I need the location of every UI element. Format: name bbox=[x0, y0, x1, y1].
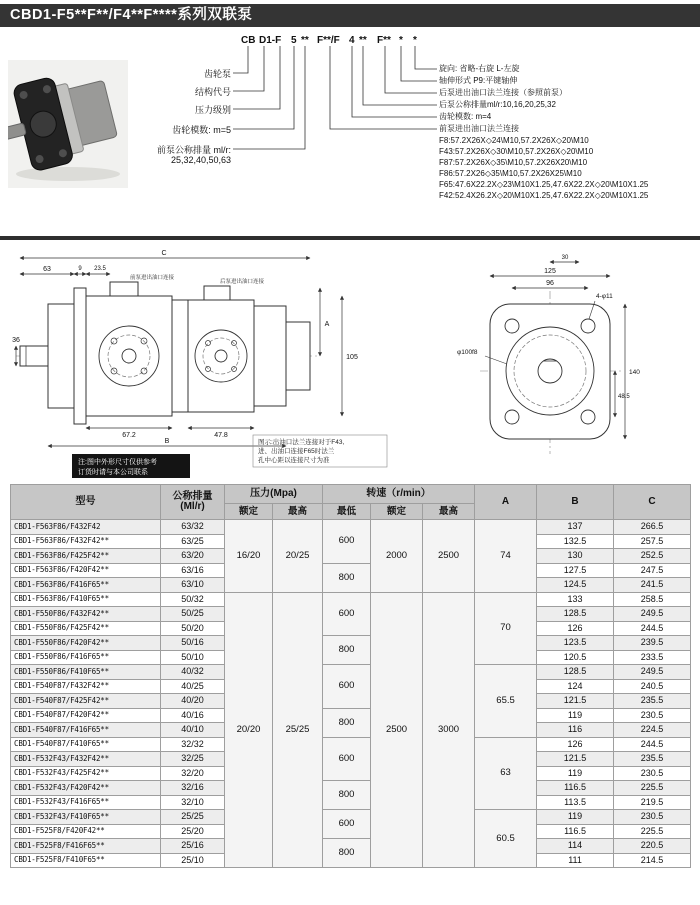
speed-max-cell: 2500 bbox=[423, 520, 475, 593]
model-cell: CBD1-F532F43/F420F42** bbox=[11, 781, 161, 796]
dim-label-125: 125 bbox=[544, 268, 556, 275]
speed-min-cell: 600 bbox=[323, 665, 371, 709]
speed-rated-cell: 2000 bbox=[371, 520, 423, 593]
rear-port-note: 后泵进出油口连接 bbox=[219, 279, 265, 285]
dim-c-cell: 214.5 bbox=[614, 853, 691, 868]
code-seg-flange: F** bbox=[377, 35, 391, 46]
dim-c-cell: 249.5 bbox=[614, 607, 691, 622]
warning-note-line1: 注:图中外形尺寸仅供参考 bbox=[78, 459, 157, 466]
dim-c-cell: 233.5 bbox=[614, 650, 691, 665]
photo-shadow bbox=[16, 167, 120, 181]
table-row bbox=[11, 708, 691, 723]
drawing-rear-port bbox=[204, 286, 230, 300]
dim-b-cell: 132.5 bbox=[537, 534, 614, 549]
dim-b-cell: 114 bbox=[537, 839, 614, 854]
col-header-a: A bbox=[475, 485, 537, 520]
col-header-displacement bbox=[161, 485, 225, 520]
displacement-cell: 25/10 bbox=[161, 853, 225, 868]
label-structure-code: 结构代号 bbox=[194, 87, 231, 97]
displacement-cell: 40/20 bbox=[161, 694, 225, 709]
drawing-rear-body bbox=[188, 300, 254, 412]
dim-b-cell: 113.5 bbox=[537, 795, 614, 810]
drawing-shaft bbox=[20, 346, 48, 366]
section-divider bbox=[0, 236, 700, 240]
speed-min-cell: 600 bbox=[323, 737, 371, 781]
dim-b-cell: 133 bbox=[537, 592, 614, 607]
model-code-diagram bbox=[145, 29, 697, 233]
dim-label-140: 140 bbox=[629, 369, 640, 376]
label-front-displacement-values: 25,32,40,50,63 bbox=[170, 155, 231, 165]
dim-a-cell: 74 bbox=[475, 520, 537, 593]
label-pressure-grade: 压力级别 bbox=[194, 105, 231, 115]
displacement-cell: 50/32 bbox=[161, 592, 225, 607]
col-header-speed-rated: 额定 bbox=[371, 504, 423, 520]
displacement-cell: 32/10 bbox=[161, 795, 225, 810]
code-seg-4: 4 bbox=[349, 35, 355, 46]
code-seg-shaft: * bbox=[399, 35, 403, 46]
speed-min-cell: 600 bbox=[323, 520, 371, 564]
model-cell: CBD1-F540F87/F432F42** bbox=[11, 679, 161, 694]
flange-spec-f8: F8:57.2X26X◇24\M10,57.2X26X◇20\M10 bbox=[439, 136, 589, 145]
dim-c-cell: 247.5 bbox=[614, 563, 691, 578]
code-seg-rot: * bbox=[413, 35, 417, 46]
drawing-front-port bbox=[110, 282, 138, 296]
model-cell: CBD1-F540F87/F410F65** bbox=[11, 737, 161, 752]
page-title: CBD1-F5**F**/F4**F****系列双联泵 bbox=[0, 4, 700, 27]
spec-table-section bbox=[10, 484, 690, 868]
drawing-mid-plate bbox=[172, 300, 188, 412]
dim-c-cell: 252.5 bbox=[614, 549, 691, 564]
col-header-model: 型号 bbox=[11, 485, 161, 520]
displacement-cell: 63/32 bbox=[161, 520, 225, 535]
table-row bbox=[11, 563, 691, 578]
dim-c-cell: 249.5 bbox=[614, 665, 691, 680]
label-shaft-type: 轴伸形式 P9:平键轴伸 bbox=[439, 76, 518, 85]
model-cell: CBD1-F525F8/F410F65** bbox=[11, 853, 161, 868]
code-seg-5: 5 bbox=[291, 35, 297, 46]
table-row bbox=[11, 839, 691, 854]
dim-b-cell: 128.5 bbox=[537, 607, 614, 622]
pressure-max-cell: 20/25 bbox=[273, 520, 323, 593]
dim-c-cell: 241.5 bbox=[614, 578, 691, 593]
dim-label-63: 63 bbox=[43, 266, 51, 273]
speed-rated-cell: 2500 bbox=[371, 592, 423, 868]
dim-a-cell: 60.5 bbox=[475, 810, 537, 868]
displacement-cell: 32/16 bbox=[161, 781, 225, 796]
dim-b-cell: 124 bbox=[537, 679, 614, 694]
dim-c-cell: 244.5 bbox=[614, 737, 691, 752]
spigot-dia-label: φ100f8 bbox=[457, 349, 478, 356]
dim-b-cell: 116.5 bbox=[537, 824, 614, 839]
displacement-cell: 63/25 bbox=[161, 534, 225, 549]
dim-a-cell: 63 bbox=[475, 737, 537, 810]
table-row bbox=[11, 810, 691, 825]
col-header-pressure-rated: 额定 bbox=[225, 504, 273, 520]
col-header-displacement-line1: 公称排量 bbox=[172, 490, 213, 502]
dim-label-23-5: 23.5 bbox=[94, 266, 106, 272]
dim-c-cell: 225.5 bbox=[614, 781, 691, 796]
model-cell: CBD1-F532F43/F410F65** bbox=[11, 810, 161, 825]
dim-label-47-8: 47.8 bbox=[214, 432, 228, 439]
dim-label-9: 9 bbox=[78, 266, 82, 272]
pump-photo bbox=[8, 60, 128, 193]
dim-label-b: B bbox=[164, 438, 170, 445]
drawing-mount-flange bbox=[74, 288, 86, 424]
dim-label-96: 96 bbox=[546, 280, 554, 287]
dim-b-cell: 116.5 bbox=[537, 781, 614, 796]
col-header-speed-group: 转速（r/min） bbox=[323, 485, 475, 504]
spec-table bbox=[10, 484, 691, 868]
displacement-cell: 40/10 bbox=[161, 723, 225, 738]
dim-b-cell: 121.5 bbox=[537, 694, 614, 709]
flange-spec-f86: F86:57.2X26◇35\M10,57.2X26X25\M10 bbox=[439, 169, 582, 178]
drawing-rear-cover bbox=[254, 306, 286, 406]
label-front-flange: 前泵进出油口法兰连接 bbox=[439, 124, 519, 133]
code-seg-cb: CB bbox=[241, 35, 256, 46]
model-cell: CBD1-F550F86/F425F42** bbox=[11, 621, 161, 636]
dim-c-cell: 224.5 bbox=[614, 723, 691, 738]
dim-label-a: A bbox=[324, 321, 330, 328]
col-header-speed-min: 最低 bbox=[323, 504, 371, 520]
model-cell: CBD1-F532F43/F425F42** bbox=[11, 766, 161, 781]
code-seg-disp1: ** bbox=[301, 35, 309, 46]
warning-note-line2: 订货时请与本公司联系 bbox=[78, 469, 148, 476]
table-row bbox=[11, 520, 691, 535]
displacement-cell: 32/20 bbox=[161, 766, 225, 781]
code-seg-d1f: D1-F bbox=[259, 35, 282, 46]
flange-note-line3: 孔中心距以连接尺寸为准 bbox=[258, 457, 330, 464]
dim-b-cell: 111 bbox=[537, 853, 614, 868]
speed-min-cell: 800 bbox=[323, 781, 371, 810]
dim-b-cell: 120.5 bbox=[537, 650, 614, 665]
model-cell: CBD1-F550F86/F420F42** bbox=[11, 636, 161, 651]
dim-b-cell: 124.5 bbox=[537, 578, 614, 593]
end-view-drawing bbox=[455, 246, 665, 482]
col-header-displacement-line2: (Ml/r) bbox=[180, 501, 205, 512]
displacement-cell: 63/10 bbox=[161, 578, 225, 593]
table-row bbox=[11, 592, 691, 607]
dim-label-total-length: C bbox=[161, 250, 167, 257]
dim-b-cell: 126 bbox=[537, 737, 614, 752]
speed-min-cell: 800 bbox=[323, 636, 371, 665]
pressure-max-cell: 25/25 bbox=[273, 592, 323, 868]
dim-c-cell: 220.5 bbox=[614, 839, 691, 854]
dim-label-48-5: 48.5 bbox=[618, 394, 630, 400]
dim-c-cell: 244.5 bbox=[614, 621, 691, 636]
col-header-b: B bbox=[537, 485, 614, 520]
dim-c-cell: 257.5 bbox=[614, 534, 691, 549]
flange-spec-f65: F65:47.6X22.2X◇23\M10X1.25,47.6X22.2X◇20\M10X1.25 bbox=[439, 180, 649, 189]
dim-b-cell: 130 bbox=[537, 549, 614, 564]
table-row bbox=[11, 636, 691, 651]
model-cell: CBD1-F525F8/F416F65** bbox=[11, 839, 161, 854]
label-rotation: 旋向: 省略-右旋 L-左旋 bbox=[439, 64, 520, 73]
dim-c-cell: 240.5 bbox=[614, 679, 691, 694]
code-seg-ff: F**/F bbox=[317, 35, 340, 46]
dim-b-cell: 128.5 bbox=[537, 665, 614, 680]
model-cell: CBD1-F563F86/F432F42** bbox=[11, 534, 161, 549]
spec-table-body bbox=[11, 520, 691, 868]
dim-b-cell: 119 bbox=[537, 766, 614, 781]
model-cell: CBD1-F563F86/F420F42** bbox=[11, 563, 161, 578]
dim-label-30: 30 bbox=[561, 255, 569, 261]
model-cell: CBD1-F550F86/F410F65** bbox=[11, 665, 161, 680]
drawing-flange-plate bbox=[490, 304, 610, 439]
front-port-note: 前泵进出油口连接 bbox=[129, 275, 175, 281]
model-cell: CBD1-F532F43/F432F42** bbox=[11, 752, 161, 767]
model-cell: CBD1-F550F86/F416F65** bbox=[11, 650, 161, 665]
displacement-cell: 40/25 bbox=[161, 679, 225, 694]
drawing-front-cover bbox=[48, 304, 74, 408]
model-cell: CBD1-F550F86/F432F42** bbox=[11, 607, 161, 622]
code-seg-disp2: ** bbox=[359, 35, 367, 46]
dim-b-cell: 137 bbox=[537, 520, 614, 535]
displacement-cell: 50/25 bbox=[161, 607, 225, 622]
dim-c-cell: 230.5 bbox=[614, 766, 691, 781]
displacement-cell: 40/16 bbox=[161, 708, 225, 723]
displacement-cell: 63/16 bbox=[161, 563, 225, 578]
table-row bbox=[11, 665, 691, 680]
dim-c-cell: 235.5 bbox=[614, 752, 691, 767]
model-cell: CBD1-F563F86/F425F42** bbox=[11, 549, 161, 564]
dim-c-cell: 258.5 bbox=[614, 592, 691, 607]
model-cell: CBD1-F563F86/F410F65** bbox=[11, 592, 161, 607]
dim-b-cell: 119 bbox=[537, 810, 614, 825]
displacement-cell: 50/10 bbox=[161, 650, 225, 665]
label-rear-flange: 后泵进出油口法兰连接（参照前泵） bbox=[439, 88, 567, 97]
displacement-cell: 40/32 bbox=[161, 665, 225, 680]
dim-label-67-2: 67.2 bbox=[122, 432, 136, 439]
displacement-cell: 63/20 bbox=[161, 549, 225, 564]
dim-c-cell: 225.5 bbox=[614, 824, 691, 839]
model-cell: CBD1-F525F8/F420F42** bbox=[11, 824, 161, 839]
dim-b-cell: 126 bbox=[537, 621, 614, 636]
technical-drawings-section bbox=[0, 244, 700, 482]
label-gear-module-m4: 齿轮模数: m=4 bbox=[439, 112, 492, 121]
displacement-cell: 32/25 bbox=[161, 752, 225, 767]
dim-label-105: 105 bbox=[346, 354, 358, 361]
label-gear-module-m5: 齿轮模数: m=5 bbox=[172, 125, 231, 135]
model-cell: CBD1-F540F87/F420F42** bbox=[11, 708, 161, 723]
displacement-cell: 50/20 bbox=[161, 621, 225, 636]
speed-min-cell: 600 bbox=[323, 810, 371, 839]
flange-spec-f43: F43:57.2X26X◇30\M10,57.2X26X◇20\M10 bbox=[439, 147, 594, 156]
label-front-displacement: 前泵公称排量 ml/r: bbox=[157, 145, 231, 155]
flange-spec-f87: F87:57.2X26X◇35\M10,57.2X26X20\M10 bbox=[439, 158, 588, 167]
dim-b-cell: 116 bbox=[537, 723, 614, 738]
dim-c-cell: 230.5 bbox=[614, 708, 691, 723]
flange-spec-f42: F42:52.4X26.2X◇20\M10X1.25,47.6X22.2X◇20\M10X1.25 bbox=[439, 191, 649, 200]
model-cell: CBD1-F540F87/F425F42** bbox=[11, 694, 161, 709]
side-view-drawing bbox=[12, 246, 392, 482]
dim-b-cell: 123.5 bbox=[537, 636, 614, 651]
pressure-rated-cell: 16/20 bbox=[225, 520, 273, 593]
col-header-pressure-max: 最高 bbox=[273, 504, 323, 520]
dim-c-cell: 230.5 bbox=[614, 810, 691, 825]
dim-label-36: 36 bbox=[12, 337, 20, 344]
pump-photo-image bbox=[8, 60, 128, 188]
label-gear-pump: 齿轮泵 bbox=[203, 69, 231, 79]
speed-min-cell: 600 bbox=[323, 592, 371, 636]
displacement-cell: 50/16 bbox=[161, 636, 225, 651]
col-header-pressure-group: 压力(Mpa) bbox=[225, 485, 323, 504]
dim-c-cell: 219.5 bbox=[614, 795, 691, 810]
model-cell: CBD1-F540F87/F416F65** bbox=[11, 723, 161, 738]
dim-b-cell: 127.5 bbox=[537, 563, 614, 578]
flange-note-line2: 进、出油口连接F65时法兰 bbox=[258, 448, 335, 455]
displacement-cell: 32/32 bbox=[161, 737, 225, 752]
pressure-rated-cell: 20/20 bbox=[225, 592, 273, 868]
model-code-section bbox=[0, 27, 700, 233]
displacement-cell: 25/16 bbox=[161, 839, 225, 854]
model-cell: CBD1-F563F86/F432F42 bbox=[11, 520, 161, 535]
speed-max-cell: 3000 bbox=[423, 592, 475, 868]
col-header-c: C bbox=[614, 485, 691, 520]
dim-a-cell: 65.5 bbox=[475, 665, 537, 738]
hole-count-label: 4-φ11 bbox=[596, 293, 613, 300]
label-rear-displacement: 后泵公称排量ml/r:10,16,20,25,32 bbox=[439, 100, 556, 109]
speed-min-cell: 800 bbox=[323, 839, 371, 868]
flange-note-line1: 图示:出油口法兰连接对于F43, bbox=[258, 439, 345, 446]
displacement-cell: 25/20 bbox=[161, 824, 225, 839]
speed-min-cell: 800 bbox=[323, 563, 371, 592]
dim-c-cell: 239.5 bbox=[614, 636, 691, 651]
displacement-cell: 25/25 bbox=[161, 810, 225, 825]
dim-b-cell: 121.5 bbox=[537, 752, 614, 767]
col-header-speed-max: 最高 bbox=[423, 504, 475, 520]
model-cell: CBD1-F532F43/F416F65** bbox=[11, 795, 161, 810]
speed-min-cell: 800 bbox=[323, 708, 371, 737]
table-row bbox=[11, 737, 691, 752]
drawing-port-block bbox=[286, 322, 310, 390]
dim-c-cell: 235.5 bbox=[614, 694, 691, 709]
model-cell: CBD1-F563F86/F416F65** bbox=[11, 578, 161, 593]
dim-a-cell: 70 bbox=[475, 592, 537, 665]
dim-b-cell: 119 bbox=[537, 708, 614, 723]
table-row bbox=[11, 781, 691, 796]
dim-c-cell: 266.5 bbox=[614, 520, 691, 535]
